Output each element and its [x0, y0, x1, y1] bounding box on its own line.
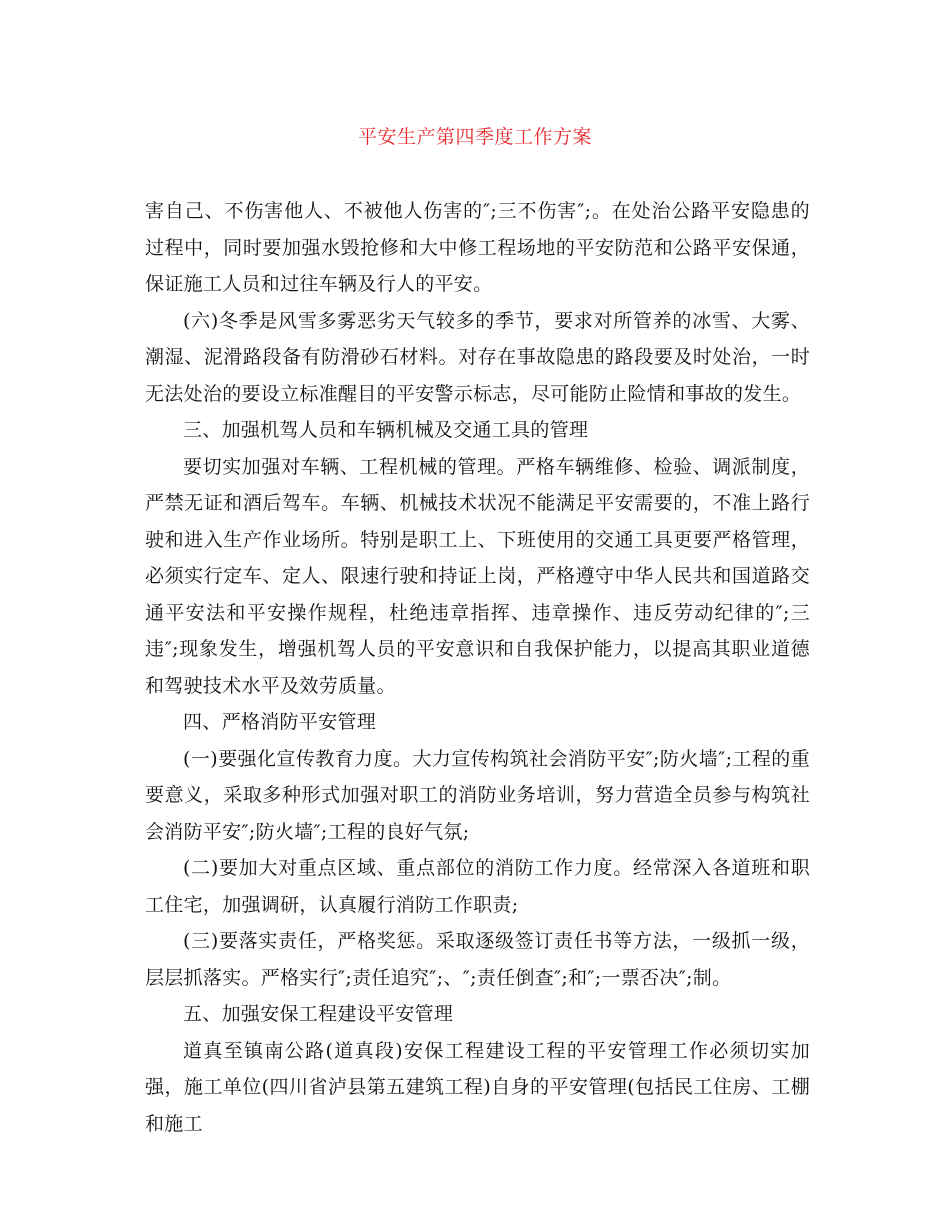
paragraph-fire-1: (一)要强化宣传教育力度。大力宣传构筑社会消防平安″;防火墙″;工程的重要意义，采取多种形式加强对职工的消防业务培训，努力营造全员参与构筑社会消防平安″;防火墙″;工程的良好气氛;	[145, 747, 810, 843]
paragraph-continuation: 害自己、不伤害他人、不被他人伤害的″;三不伤害″;。在处治公路平安隐患的过程中，同时要加强水毁抢修和大中修工程场地的平安防范和公路平安保通，保证施工人员和过往车辆及行人的平安。	[145, 200, 810, 295]
document-title: 平安生产第四季度工作方案	[357, 126, 592, 148]
paragraph-fire-3: (三)要落实责任，严格奖惩。采取逐级签订责任书等方法，一级抓一级，层层抓落实。严格实行″;责任追究″;、″;责任倒查″;和″;一票否决″;制。	[145, 930, 810, 989]
section-heading-security: 五、加强安保工程建设平安管理	[183, 1003, 454, 1025]
paragraph-fire-2: (二)要加大对重点区域、重点部位的消防工作力度。经常深入各道班和职工住宅，加强调研，认真履行消防工作职责;	[145, 857, 810, 916]
section-heading-fire: 四、严格消防平安管理	[183, 711, 377, 733]
paragraph-winter: (六)冬季是风雪多雾恶劣天气较多的季节，要求对所管养的冰雪、大雾、潮湿、泥滑路段备有防滑砂石材料。对存在事故隐患的路段要及时处治，一时无法处治的要设立标准醒目的平安警示标志，尽可能防止险情和事故的发生。	[145, 309, 810, 405]
section-heading-vehicles: 三、加强机驾人员和车辆机械及交通工具的管理	[183, 419, 589, 441]
document-body	[145, 193, 810, 1142]
paragraph-security: 道真至镇南公路(道真段)安保工程建设工程的平安管理工作必须切实加强，施工单位(四川省泸县第五建筑工程)自身的平安管理(包括民工住房、工棚和施工	[145, 1039, 810, 1135]
paragraph-vehicles: 要切实加强对车辆、工程机械的管理。严格车辆维修、检验、调派制度，严禁无证和酒后驾车。车辆、机械技术状况不能满足平安需要的，不准上路行驶和进入生产作业场所。特别是职工上、下班使用的交通工具更要严格管理，必须实行定车、定人、限速行驶和持证上岗，严格遵守中华人民共和国道路交通平安法和平安操作规程，杜绝违章指挥、违章操作、违反劳动纪律的″;三违″;现象发生，增强机驾人员的平安意识和自我保护能力，以提高其职业道德和驾驶技术水平及效劳质量。	[145, 455, 810, 697]
